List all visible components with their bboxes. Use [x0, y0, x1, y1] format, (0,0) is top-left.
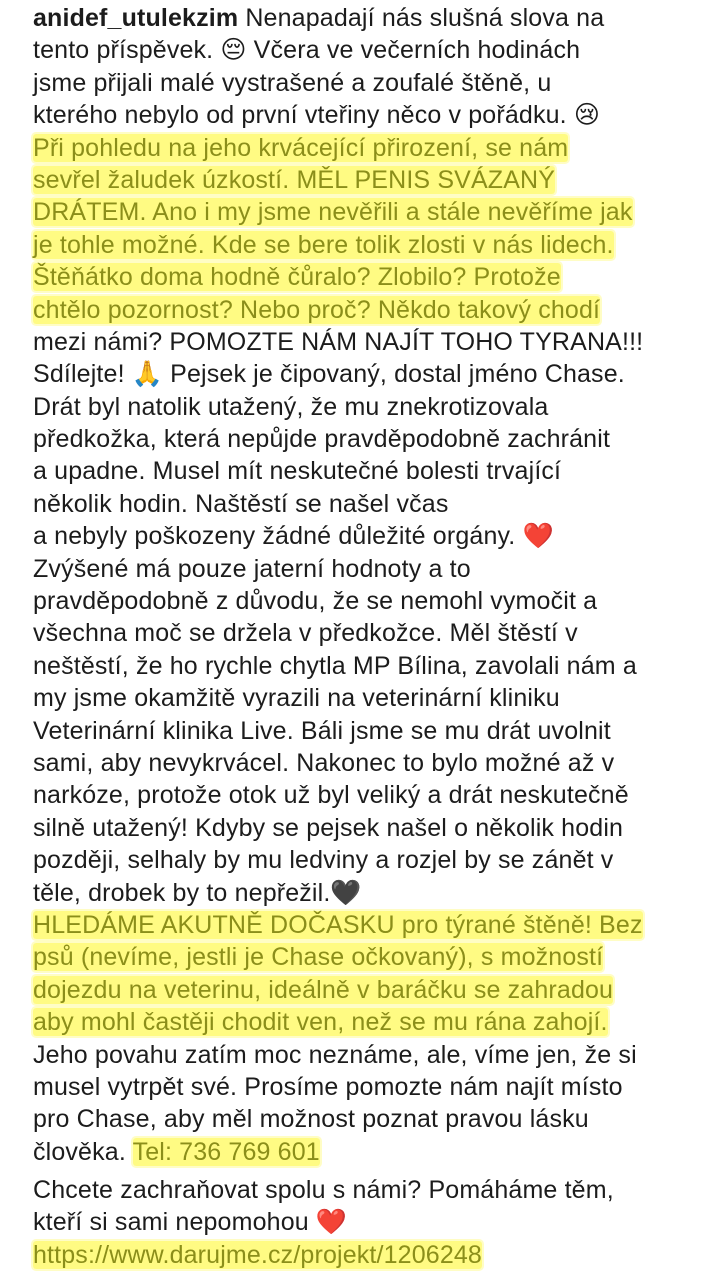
caption-text: Sdílejte! 🙏 Pejsek je čipovaný, dostal jméno Chase. — [33, 360, 625, 389]
caption-line — [33, 2, 682, 34]
caption-text: Nenapadají nás slušná slova na — [245, 4, 605, 32]
caption-text: sami, aby nevykrvácel. Nakonec to bylo možné až v — [33, 748, 615, 777]
caption-line — [33, 229, 682, 261]
caption-line — [33, 99, 682, 131]
caption-text: Drát byl natolik utažený, že mu znekrotizovala — [33, 392, 549, 421]
caption-line — [33, 326, 682, 358]
caption-text: silně utažený! Kdyby se pejsek našel o několik hodin — [33, 813, 624, 842]
caption-line — [33, 1039, 682, 1071]
highlighted-text: DRÁTEM. Ano i my jsme nevěřili a stále nevěříme jak — [33, 198, 633, 227]
caption-text: Chcete zachraňovat spolu s námi? Pomáháme těm, — [33, 1176, 614, 1205]
caption-line — [33, 1103, 682, 1135]
caption-text: jsme přijali malé vystrašené a zoufalé štěně, u — [33, 68, 552, 97]
caption-text: my jsme okamžitě vyrazili na veterinární kliniku — [33, 684, 560, 713]
caption-line — [33, 715, 682, 747]
donation-link-row — [33, 1239, 682, 1271]
caption-line — [33, 779, 682, 811]
caption-text: a nebyly poškozeny žádné důležité orgány. ❤️ — [33, 522, 554, 551]
caption-text: Jeho povahu zatím moc neznáme, ale, víme jen, že si — [33, 1040, 637, 1069]
highlighted-text: aby mohl častěji chodit ven, než se mu rána zahojí. — [33, 1008, 608, 1037]
caption-text: člověka. Tel: 736 769 601 — [33, 1137, 320, 1166]
caption-line — [33, 1006, 682, 1038]
caption-text: kteří si sami nepomohou ❤️ — [33, 1208, 348, 1237]
caption-text: těle, drobek by to nepřežil.🖤 — [33, 878, 362, 907]
donation-link[interactable]: https://www.darujme.cz/projekt/1206248 — [33, 1240, 482, 1269]
caption-body — [33, 2, 682, 1168]
caption-line — [33, 132, 682, 164]
highlighted-text: sevřel žaludek úzkostí. MĚL PENIS SVÁZANÝ — [33, 165, 556, 194]
caption-line — [33, 1174, 682, 1206]
caption-line — [33, 877, 682, 909]
caption-line — [33, 423, 682, 455]
caption-line — [33, 455, 682, 487]
caption-line — [33, 358, 682, 390]
caption-line — [33, 34, 682, 66]
caption-text: Zvýšené má pouze jaterní hodnoty a to — [33, 554, 471, 583]
caption-text: narkóze, protože otok už byl veliký a drát neskutečně — [33, 781, 629, 810]
caption-text: kterého nebylo od první vteřiny něco v pořádku. 😢 — [33, 101, 601, 130]
caption-line — [33, 67, 682, 99]
caption-line — [33, 488, 682, 520]
caption-line — [33, 164, 682, 196]
caption-line — [33, 1071, 682, 1103]
caption-text: Veterinární klinika Live. Báli jsme se mu drát uvolnit — [33, 716, 611, 745]
highlighted-text: HLEDÁME AKUTNĚ DOČASKU pro týrané štěně! Bez — [33, 910, 643, 939]
caption-text: tento příspěvek. 😔 Včera ve večerních hodinách — [33, 36, 581, 65]
caption-text: musel vytrpět své. Prosíme pomozte nám najít místo — [33, 1072, 623, 1101]
caption-text: pravděpodobně z důvodu, že se nemohl vymočit a — [33, 587, 598, 616]
caption-line — [33, 909, 682, 941]
caption-text: předkožka, která nepůjde pravděpodobně zachránit — [33, 425, 611, 454]
caption-line — [33, 682, 682, 714]
username-link[interactable]: anidef_utulekzim — [33, 4, 239, 32]
caption-line — [33, 1206, 682, 1238]
caption-line — [33, 1136, 682, 1168]
highlighted-text: Při pohledu na jeho krvácející přirození, se nám — [33, 133, 569, 162]
caption-line — [33, 617, 682, 649]
caption-text: mezi námi? POMOZTE NÁM NAJÍT TOHO TYRANA!!! — [33, 327, 644, 356]
caption-line — [33, 941, 682, 973]
caption-line — [33, 391, 682, 423]
highlighted-text: Štěňátko doma hodně čůralo? Zlobilo? Protože — [33, 263, 561, 292]
closing-body — [33, 1174, 682, 1239]
caption-line — [33, 261, 682, 293]
phone-number[interactable]: Tel: 736 769 601 — [132, 1137, 320, 1166]
caption-text: všechna moč se držela v předkožce. Měl štěstí v — [33, 619, 578, 648]
highlighted-text: chtělo pozornost? Nebo proč? Někdo takový chodí — [33, 295, 601, 324]
caption-text: a upadne. Musel mít neskutečné bolesti trvající — [33, 457, 562, 486]
caption-line — [33, 650, 682, 682]
caption-line — [33, 812, 682, 844]
caption-line — [33, 196, 682, 228]
highlighted-text: dojezdu na veterinu, ideálně v baráčku se zahradou — [33, 975, 614, 1004]
caption-text: pro Chase, aby měl možnost poznat pravou lásku — [33, 1105, 589, 1134]
caption-line — [33, 294, 682, 326]
caption-text: později, selhaly by mu ledviny a rozjel by se zánět v — [33, 846, 614, 875]
caption-line — [33, 747, 682, 779]
caption-line — [33, 553, 682, 585]
caption-line — [33, 844, 682, 876]
highlighted-text: je tohle možné. Kde se bere tolik zlosti v nás lidech. — [33, 230, 614, 259]
caption-line — [33, 585, 682, 617]
caption-line — [33, 520, 682, 552]
highlighted-text: psů (nevíme, jestli je Chase očkovaný), s možností — [33, 943, 604, 972]
caption-text: několik hodin. Naštěstí se našel včas — [33, 489, 449, 518]
caption-line — [33, 974, 682, 1006]
caption-text: neštěstí, že ho rychle chytla MP Bílina, zavolali nám a — [33, 651, 637, 680]
